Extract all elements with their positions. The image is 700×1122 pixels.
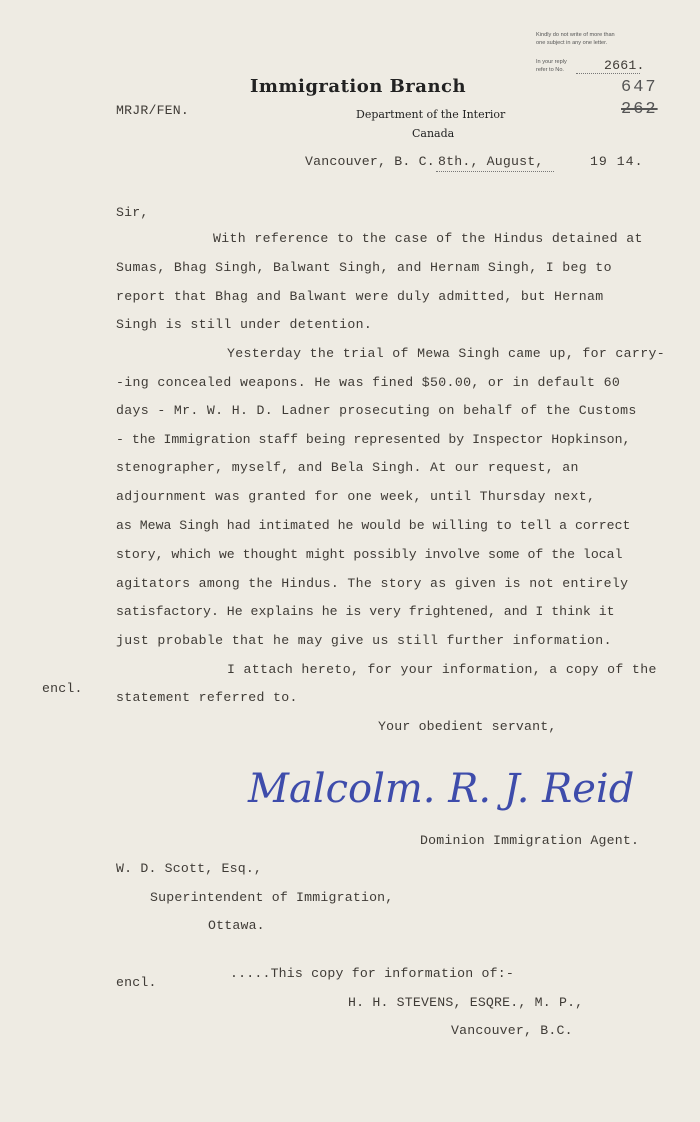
p1-line-2: Sumas, Bhag Singh, Balwant Singh, and Hernam Singh, I beg to: [116, 260, 612, 275]
reply-label-line-1: In your reply: [536, 59, 567, 65]
p2-line-3: days - Mr. W. H. D. Ladner prosecuting on behalf of the Customs: [116, 403, 637, 418]
letterhead-department: Department of the Interior: [356, 108, 506, 121]
salutation: Sir,: [116, 205, 149, 220]
addressee-name: W. D. Scott, Esq.,: [116, 861, 263, 876]
p3-line-1: I attach hereto, for your information, a copy of the: [227, 662, 657, 677]
enclosure-note-1: encl.: [42, 681, 83, 696]
margin-note-line-1: Kindly do not write of more than: [536, 32, 615, 38]
p2-line-11: just probable that he may give us still further information.: [116, 633, 612, 648]
letterhead-branch: Immigration Branch: [250, 76, 467, 97]
dateline-day-month: 8th., August,: [438, 154, 544, 169]
copy-recipient-city: Vancouver, B.C.: [451, 1023, 573, 1038]
file-number: 647: [621, 78, 658, 97]
reply-label-line-2: refer to No.: [536, 67, 564, 73]
enclosure-note-2: encl.: [116, 975, 157, 990]
p2-line-7: as Mewa Singh had intimated he would be willing to tell a correct: [116, 518, 631, 533]
dateline-place: Vancouver, B. C.: [305, 154, 435, 169]
margin-note-line-2: one subject in any one letter.: [536, 40, 608, 46]
reply-label: [536, 58, 567, 74]
copy-note: .....This copy for information of:-: [230, 966, 514, 981]
p2-line-1: Yesterday the trial of Mewa Singh came up, for carry-: [227, 346, 665, 361]
p2-line-6: adjournment was granted for one week, until Thursday next,: [116, 489, 596, 504]
p2-line-4: - the Immigration staff being represented by Inspector Hopkinson,: [116, 432, 631, 447]
addressee-city: Ottawa.: [208, 918, 265, 933]
p3-line-2: statement referred to.: [116, 690, 298, 705]
reply-number-line: [576, 73, 640, 74]
p1-line-3: report that Bhag and Balwant were duly admitted, but Hernam: [116, 289, 604, 304]
copy-recipient-name: H. H. STEVENS, ESQRE., M. P.,: [348, 995, 584, 1010]
margin-note: [536, 31, 615, 47]
dateline-underline: [436, 171, 554, 172]
p2-line-10: satisfactory. He explains he is very frightened, and I think it: [116, 604, 615, 619]
reply-number: 2661.: [604, 58, 645, 73]
addressee-title: Superintendent of Immigration,: [150, 890, 394, 905]
handwritten-signature: Malcolm. R. J. Reid: [248, 766, 635, 812]
p2-line-5: stenographer, myself, and Bela Singh. At our request, an: [116, 460, 579, 475]
p1-line-1: With reference to the case of the Hindus detained at: [213, 231, 643, 246]
p2-line-8: story, which we thought might possibly involve some of the local: [116, 547, 623, 562]
p2-line-2: -ing concealed weapons. He was fined $50.00, or in default 60: [116, 375, 621, 390]
closing: Your obedient servant,: [378, 719, 557, 734]
dateline-year: 19 14.: [590, 154, 644, 169]
signer-title: Dominion Immigration Agent.: [420, 833, 640, 848]
p1-line-4: Singh is still under detention.: [116, 317, 373, 332]
p2-line-9: agitators among the Hindus. The story as given is not entirely: [116, 576, 629, 591]
file-number-struck: 262: [621, 100, 658, 119]
letterhead-country: Canada: [412, 127, 455, 140]
reference-code: MRJR/FEN.: [116, 103, 190, 118]
